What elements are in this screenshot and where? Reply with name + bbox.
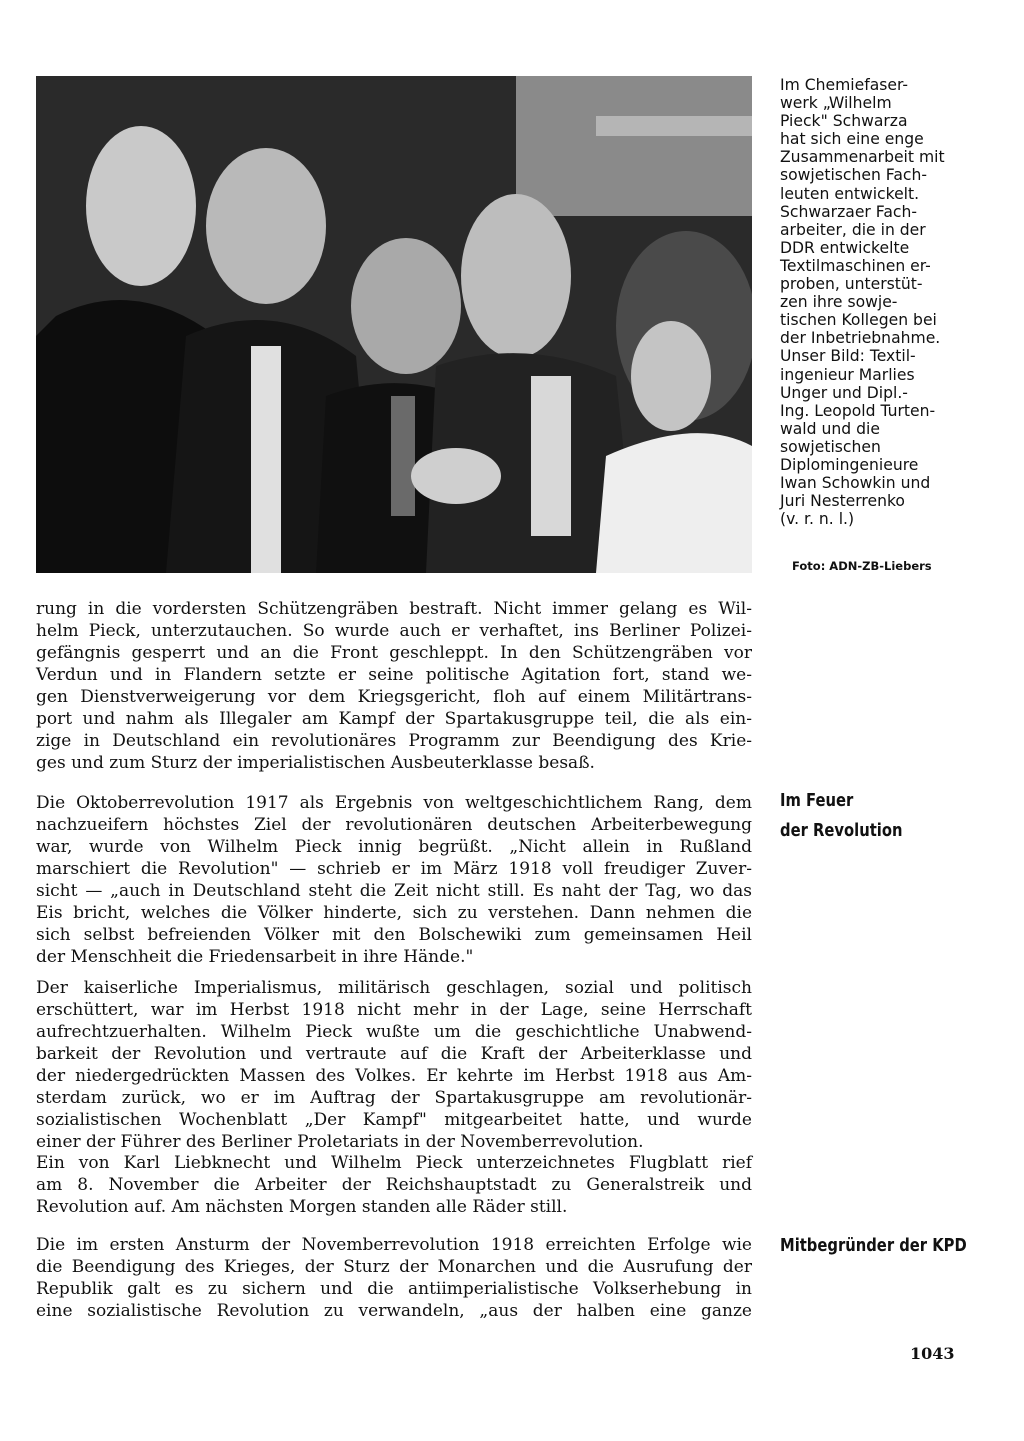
caption-line: Ing. Leopold Turten-	[780, 401, 936, 420]
text-line: nachzueifern höchstes Ziel der revolutionären deutschen Arbeiterbewegung	[36, 815, 752, 835]
text-line: zige in Deutschland ein revolutionäres Programm zur Beendigung des Krie-	[36, 731, 752, 751]
caption-line: Im Chemiefaser-	[780, 76, 909, 94]
text-line: eine sozialistische Revolution zu verwandeln, „aus der halben eine ganze	[36, 1301, 752, 1321]
photo-caption	[780, 76, 980, 528]
page-number: 1043	[910, 1344, 955, 1363]
text-line: gefängnis gesperrt und an die Front geschleppt. In den Schützengräben vor	[36, 643, 752, 663]
caption-line: Pieck" Schwarza	[780, 112, 908, 131]
caption-line: leuten entwickelt.	[780, 184, 920, 203]
side-heading-revolution	[780, 786, 902, 846]
text-line: Verdun und in Flandern setzte er seine politische Agitation fort, stand we-	[36, 665, 752, 685]
text-line: gen Dienstverweigerung vor dem Kriegsgericht, floh auf einem Militärtrans-	[36, 687, 752, 707]
text-line: ges und zum Sturz der imperialistischen Ausbeuterklasse besaß.	[36, 753, 595, 773]
caption-line: der Inbetriebnahme.	[780, 329, 941, 348]
photo-credit: Foto: ADN-ZB-Liebers	[792, 559, 932, 573]
caption-line: sowjetischen	[780, 437, 881, 456]
caption-line: tischen Kollegen bei	[780, 311, 937, 330]
side-heading-line: Im Feuer	[780, 790, 854, 811]
caption-line: Unser Bild: Textil-	[780, 347, 916, 366]
paragraph-3	[36, 977, 752, 1153]
caption-line: DDR entwickelte	[780, 238, 910, 257]
text-line: sterdam zurück, wo er im Auftrag der Spartakusgruppe am revolutionär-	[36, 1088, 752, 1108]
text-line: war, wurde von Wilhelm Pieck innig begrüßt. „Nicht allein in Rußland	[36, 837, 752, 857]
text-line: rung in die vordersten Schützengräben bestraft. Nicht immer gelang es Wil-	[36, 599, 752, 619]
text-line: Die im ersten Ansturm der Novemberrevolution 1918 erreichten Erfolge wie	[36, 1235, 752, 1255]
paragraph-1	[36, 598, 752, 774]
text-line: sich selbst befreienden Völker mit den Bolschewiki zum gemeinsamen Heil	[36, 925, 752, 945]
photo-icon	[36, 76, 752, 573]
caption-line: Iwan Schowkin und	[780, 474, 931, 493]
side-heading-kpd	[780, 1231, 967, 1261]
paragraph-5	[36, 1234, 752, 1322]
text-line: marschiert die Revolution" — schrieb er im März 1918 voll freudiger Zuver-	[36, 859, 752, 879]
caption-line: Schwarzaer Fach-	[780, 202, 917, 221]
text-line: sozialistischen Wochenblatt „Der Kampf" mitgearbeitet hatte, und wurde	[36, 1110, 752, 1130]
text-line: sicht — „auch in Deutschland steht die Zeit nicht still. Es naht der Tag, wo das	[36, 881, 752, 901]
text-line: Republik galt es zu sichern und die antiimperialistische Volkserhebung in	[36, 1279, 752, 1299]
caption-line: proben, unterstüt-	[780, 275, 923, 294]
caption-line: hat sich eine enge	[780, 130, 924, 149]
caption-line: Juri Nesterrenko	[780, 492, 905, 511]
caption-line: Diplomingenieure	[780, 455, 919, 474]
caption-line: (v. r. n. l.)	[780, 510, 855, 529]
text-line: am 8. November die Arbeiter der Reichshauptstadt zu Generalstreik und	[36, 1175, 752, 1195]
caption-line: werk „Wilhelm	[780, 94, 892, 113]
text-line: port und nahm als Illegaler am Kampf der Spartakusgruppe teil, die als ein-	[36, 709, 752, 729]
text-line: helm Pieck, unterzutauchen. So wurde auch er verhaftet, ins Berliner Polizei-	[36, 621, 752, 641]
caption-line: wald und die	[780, 419, 880, 438]
paragraph-4	[36, 1152, 752, 1218]
caption-line: Zusammenarbeit mit	[780, 148, 945, 167]
caption-line: sowjetischen Fach-	[780, 166, 927, 185]
text-line: Ein von Karl Liebknecht und Wilhelm Pieck unterzeichnetes Flugblatt rief	[36, 1153, 752, 1173]
text-line: Der kaiserliche Imperialismus, militärisch geschlagen, sozial und politisch	[36, 978, 752, 998]
text-line: Revolution auf. Am nächsten Morgen standen alle Räder still.	[36, 1197, 568, 1217]
text-line: erschüttert, war im Herbst 1918 nicht mehr in der Lage, seine Herrschaft	[36, 1000, 752, 1020]
text-line: einer der Führer des Berliner Proletariats in der Novemberrevolution.	[36, 1132, 644, 1152]
text-line: Eis bricht, welches die Völker hinderte, sich zu verstehen. Dann nehmen die	[36, 903, 752, 923]
text-line: Die Oktoberrevolution 1917 als Ergebnis von weltgeschichtlichem Rang, dem	[36, 793, 752, 813]
news-photo	[36, 76, 752, 573]
text-line: der Menschheit die Friedensarbeit in ihre Hände."	[36, 947, 474, 967]
text-line: aufrechtzuerhalten. Wilhelm Pieck wußte um die geschichtliche Unabwend-	[36, 1022, 752, 1042]
text-line: die Beendigung des Krieges, der Sturz der Monarchen und die Ausrufung der	[36, 1257, 752, 1277]
side-heading-line: der Revolution	[780, 820, 903, 841]
paragraph-2	[36, 792, 752, 968]
text-line: barkeit der Revolution und vertraute auf die Kraft der Arbeiterklasse und	[36, 1044, 752, 1064]
caption-line: Textilmaschinen er-	[780, 256, 931, 275]
side-heading-line: Mitbegründer der KPD	[780, 1235, 967, 1256]
caption-line: zen ihre sowje-	[780, 293, 898, 312]
caption-line: Unger und Dipl.-	[780, 383, 908, 402]
caption-line: arbeiter, die in der	[780, 220, 926, 239]
caption-line: ingenieur Marlies	[780, 365, 915, 384]
text-line: der niedergedrückten Massen des Volkes. Er kehrte im Herbst 1918 aus Am-	[36, 1066, 752, 1086]
